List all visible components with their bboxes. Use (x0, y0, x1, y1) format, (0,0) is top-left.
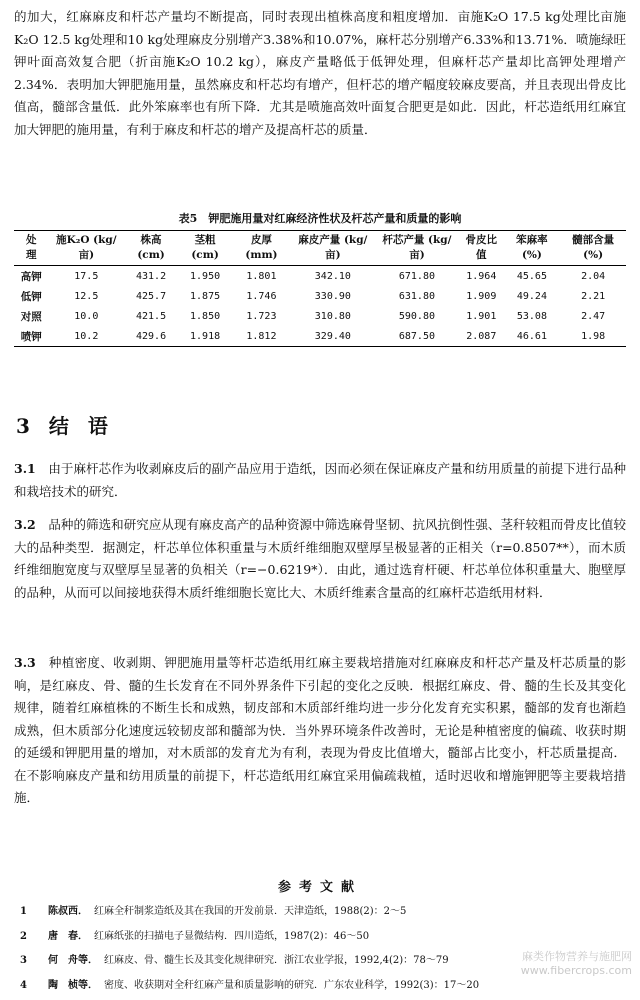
conclusion-number: 3.3 (14, 655, 36, 670)
reference-text: 红麻皮、骨、髓生长及其变化规律研究．浙江农业学报，1992,4(2)：78～79 (104, 955, 449, 966)
table-cell: 1.950 (190, 270, 221, 282)
table-cell: 1.812 (246, 330, 277, 342)
table-row (14, 286, 626, 306)
section-title: 3 结 语 (16, 414, 114, 438)
table-cell: 1.918 (190, 330, 221, 342)
table-cell: 53.08 (516, 310, 547, 322)
table-row (14, 306, 626, 326)
conclusion-3-1 (14, 458, 626, 503)
table-header-cell: 皮厚 (mm) (245, 234, 278, 261)
row-label: 对照 (20, 310, 42, 323)
table-header-cell: 施K₂O (kg/亩) (56, 234, 117, 261)
table-cell: 1.801 (246, 270, 277, 282)
row-label: 喷钾 (20, 330, 42, 343)
conclusion-text: 种植密度、收剥期、钾肥施用量等杆芯造纸用红麻主要栽培措施对红麻麻皮和杆芯产量及杆芯质量的影响，是红麻皮、骨、髓的生长发育在不同外界条件下引起的变化之反映．根据红麻皮、骨、髓的生长及其变化规律，随着红麻植株的不断生长和成熟，韧皮部和木质部纤维均进一步分化发育充实积累，髓部的发育也渐趋成熟，但木质部分化速度远较韧皮部和髓部为快．当外界环境条件改善时，无论是种植密度的偏疏、收获时期的延缓和钾肥用量的增加，对木质部的发育尤为有利，表现为骨皮比值增大，髓部占比变小，杆芯质量提高．在不影响麻皮产量和纺用质量的前提下，杆芯造纸用红麻宜采用偏疏栽植，适时迟收和增施钾肥等主要栽培措施． (14, 655, 626, 805)
reference-number: 4 (20, 979, 27, 991)
table-cell: 429.6 (136, 330, 167, 342)
intro-paragraph: 的加大，红麻麻皮和杆芯产量均不断提高，同时表现出植株高度和粗度增加．亩施K₂O 17.5 kg处理比亩施K₂O 12.5 kg处理和10 kg处理麻皮分别增产3.38%和10.07%，麻杆芯分别增产6.33%和13.71%．喷施绿旺钾叶面高效复合肥（折亩施K₂O 10.2 kg），麻皮产量略低于低钾处理，但麻杆芯产量却比高钾处理增产2.34%．表明加大钾肥施用量，虽然麻皮和杆芯均有增产，但杆芯的增产幅度较麻皮要高，并且表现出骨皮比值高，髓部含量低．此外笨麻率也有所下降．尤其是喷施高效叶面复合肥更是如此．因此，杆芯造纸用红麻宜加大钾肥的施用量，有利于麻皮和杆芯的增产及提高杆芯的质量． (14, 9, 626, 137)
table-cell: 49.24 (516, 290, 547, 302)
conclusion-text: 品种的筛选和研究应从现有麻皮高产的品种资源中筛选麻骨坚韧、抗风抗倒性强、茎秆较粗而骨皮比值较大的品种类型．据测定，杆芯单位体积重量与木质纤维细胞双壁厚呈极显著的正相关（r=0.8507**），而木质纤维细胞宽度与双壁厚呈显著的负相关（r=−0.6219*）．由此，通过选育杆硬、杆芯单位体积重量大、胞壁厚的品种，从而可以间接地获得木质纤维细胞长宽比大、木质纤维素含量高的红麻杆芯造纸用材料． (14, 517, 626, 600)
conclusion-3-2 (14, 514, 626, 604)
table-cell: 329.40 (314, 330, 351, 342)
watermark-line-1: 麻类作物营养与施肥网 (522, 950, 632, 963)
table-cell: 1.909 (466, 290, 497, 302)
references-list (20, 900, 620, 998)
table-cell: 310.80 (314, 310, 351, 322)
reference-author: 唐 春． (48, 930, 88, 942)
table-cell: 2.47 (581, 310, 606, 322)
table-cell: 12.5 (74, 290, 99, 302)
table-header-row (14, 231, 626, 266)
table-caption: 表5 钾肥施用量对红麻经济性状及杆芯产量和质量的影响 (178, 212, 462, 225)
reference-text: 红麻全秆制浆造纸及其在我国的开发前景．天津造纸，1988(2)：2～5 (94, 906, 407, 917)
table-header-cell: 髓部含量 (%) (572, 234, 615, 261)
table-cell: 1.723 (246, 310, 277, 322)
conclusion-3-3 (14, 652, 626, 810)
reference-text: 红麻纸张的扫描电子显微结构．四川造纸，1987(2)：46～50 (94, 930, 370, 942)
table-body (14, 266, 626, 347)
table-header-cell: 处 理 (26, 234, 48, 261)
table-header-cell: 麻皮产量 (kg/亩) (298, 234, 368, 261)
table-cell: 590.80 (398, 310, 435, 322)
reference-number: 2 (20, 930, 27, 942)
table-cell: 425.7 (136, 290, 167, 302)
conclusion-number: 3.1 (14, 461, 36, 476)
table-cell: 431.2 (136, 270, 167, 282)
table-cell: 10.2 (74, 330, 99, 342)
table-cell: 1.98 (581, 330, 606, 342)
reference-number: 3 (20, 955, 27, 966)
table-cell: 421.5 (136, 310, 167, 322)
table-cell: 2.21 (581, 290, 606, 302)
table-row (14, 266, 626, 287)
table-cell: 330.90 (314, 290, 351, 302)
table-cell: 687.50 (398, 330, 435, 342)
table-cell: 17.5 (74, 270, 99, 282)
table-cell: 1.901 (466, 310, 497, 322)
table-header-cell: 株高 (cm) (137, 234, 165, 261)
table-header-cell: 笨麻率 (%) (516, 234, 548, 261)
reference-author: 何 舟等． (48, 955, 98, 966)
conclusion-text: 由于麻杆芯作为收剥麻皮后的副产品应用于造纸，因而必须在保证麻皮产量和纺用质量的前提下进行品种和栽培技术的研究． (14, 461, 626, 499)
table-cell: 2.087 (466, 330, 497, 342)
data-table (14, 230, 626, 347)
table-cell: 1.850 (190, 310, 221, 322)
table-cell: 46.61 (516, 330, 547, 342)
table-row (14, 326, 626, 347)
conclusion-number: 3.2 (14, 517, 36, 532)
references-title: 参考文献 (277, 880, 362, 895)
table-cell: 1.746 (246, 290, 277, 302)
watermark (521, 950, 632, 978)
table-cell: 45.65 (516, 270, 547, 282)
reference-author: 陶 桢等． (48, 979, 98, 991)
reference-item (20, 925, 620, 950)
table-cell: 10.0 (74, 310, 99, 322)
reference-number: 1 (20, 906, 27, 917)
table-cell: 342.10 (314, 270, 351, 282)
reference-item (20, 900, 620, 925)
row-label: 高钾 (20, 270, 42, 283)
watermark-line-2: www.fibercrops.com (520, 964, 632, 977)
reference-text: 密度、收获期对全秆红麻产量和质量影响的研究．广东农业科学，1992(3)：17～20 (104, 979, 480, 991)
table-cell: 2.04 (581, 270, 606, 282)
table-cell: 671.80 (398, 270, 435, 282)
table-header-cell: 茎粗 (cm) (191, 234, 219, 261)
reference-author: 陈叔西． (48, 906, 88, 917)
table-cell: 631.80 (398, 290, 435, 302)
table-cell: 1.875 (190, 290, 221, 302)
table-cell: 1.964 (466, 270, 497, 282)
row-label: 低钾 (20, 290, 42, 303)
table-header-cell: 骨皮比值 (465, 234, 498, 261)
table-header-cell: 杆芯产量 (kg/亩) (382, 234, 452, 261)
